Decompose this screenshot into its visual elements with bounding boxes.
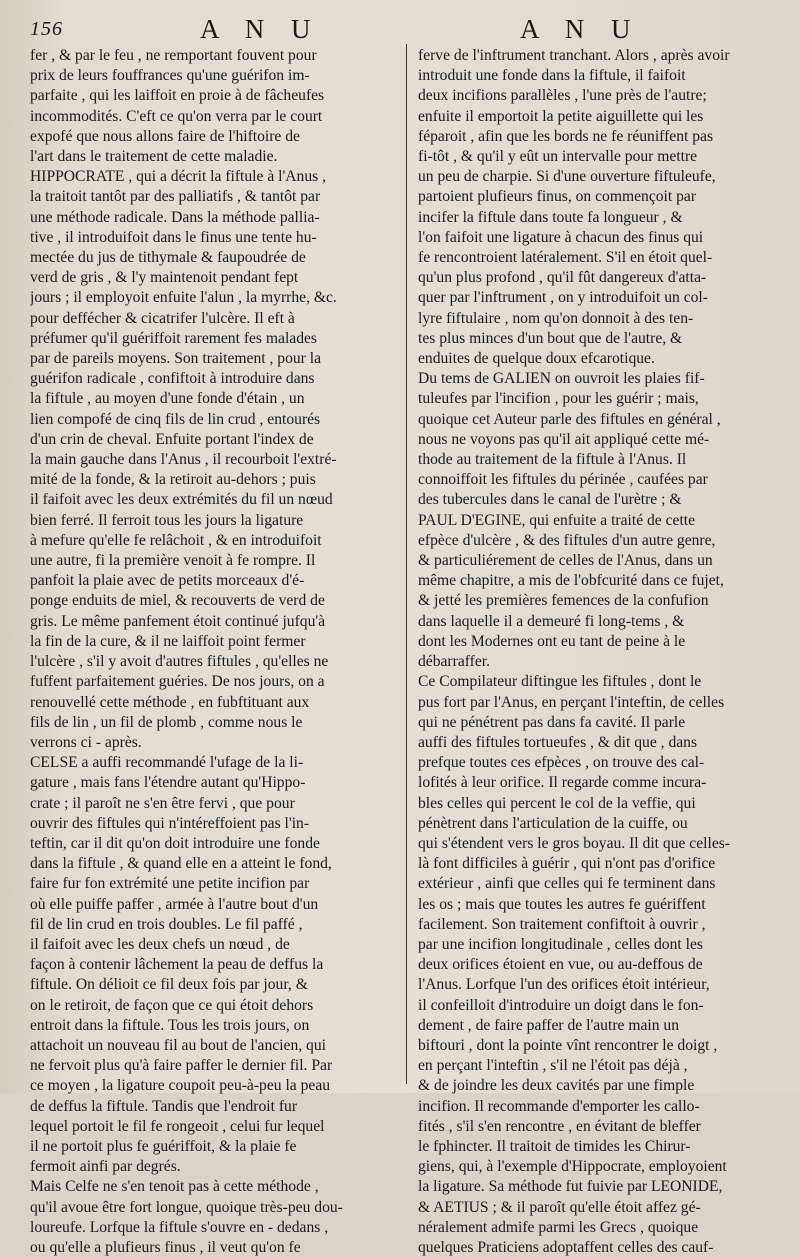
text-line: ouvrir des fiftules qui n'intéreffoient pas l'in- xyxy=(30,814,310,832)
text-line: là font difficiles à guérir , qui n'ont pas d'orifice xyxy=(418,855,716,873)
text-line: la main gauche dans l'Anus , il recourboit l'extré- xyxy=(30,451,337,469)
text-line: quoique cet Auteur parle des fiftules en général , xyxy=(418,410,721,428)
text-line: attachoit un nouveau fil au bout de l'ancien, qui xyxy=(30,1036,326,1054)
text-line: à mefure qu'elle fe relâchoit , & en introduifoit xyxy=(30,531,322,549)
text-line: incommodités. C'eft ce qu'on verra par le court xyxy=(30,107,323,125)
text-line: par de pareils moyens. Son traitement , pour la xyxy=(30,350,322,368)
text-line: ferve de l'inftrument tranchant. Alors , après avoir xyxy=(418,47,730,64)
text-line: pour deffécher & cicatrifer l'ulcère. Il eft à xyxy=(30,309,295,327)
text-line: entroit dans la fiftule. Tous les trois jours, on xyxy=(30,1016,310,1034)
text-line: fils de lin , un fil de plomb , comme nous le xyxy=(30,713,303,731)
text-line: partoient plufieurs finus, on commençoit par xyxy=(418,188,697,206)
text-line: teftin, car il dit qu'on doit introduire une fonde xyxy=(30,834,320,852)
text-line: CELSE a auffi recommandé l'ufage de la li- xyxy=(30,754,304,772)
text-line: quer par l'inftrument , on y introduifoit un col- xyxy=(418,289,708,307)
text-line: débarraffer. xyxy=(418,653,490,671)
text-line: jours ; il employoit enfuite l'alun , la myrrhe, &c. xyxy=(30,289,337,307)
text-line: d'un crin de cheval. Enfuite portant l'index de xyxy=(30,430,314,448)
text-line: pus fort par l'Anus, en perçant l'inteftin, de celles xyxy=(418,693,725,711)
text-line: fuffent parfaitement guéries. De nos jours, on a xyxy=(30,673,325,691)
page-header xyxy=(0,12,800,42)
text-line: Du tems de GALIEN on ouvroit les plaies fif- xyxy=(418,370,705,388)
text-line: verd de gris , & l'y maintenoit pendant fept xyxy=(30,269,299,287)
text-line: en perçant l'inteftin , s'il ne l'étoit pas déjà , xyxy=(418,1057,688,1075)
text-line: même chapitre, a mis de l'obfcurité dans ce fujet, xyxy=(418,572,724,590)
text-line: façon à contenir lâchement la peau de deffus la xyxy=(30,956,324,974)
text-line: où elle puiffe paffer , armée à l'autre bout d'un xyxy=(30,895,319,913)
text-line: giens, qui, à l'exemple d'Hippocrate, employoient xyxy=(418,1158,727,1176)
text-line: une autre, fi la première venoit à fe rompre. Il xyxy=(30,552,316,570)
text-line: de deffus la fiftule. Tandis que l'endroit fur xyxy=(30,1097,298,1115)
text-line: PAUL D'EGINE, qui enfuite a traité de cette xyxy=(418,511,696,529)
text-line: parfaite , qui les laiffoit en proie à de fâcheufes xyxy=(30,87,325,105)
left-column xyxy=(30,46,402,1258)
text-line: connoiffoit les fiftules du périnée , caufées par xyxy=(418,471,708,489)
text-line: tes plus minces d'un bout que de l'autre, & xyxy=(418,329,683,347)
text-line: dans laquelle il a demeuré fi long-tems , & xyxy=(418,612,685,630)
text-line: expofé que nous allons faire de l'hiftoire de xyxy=(30,127,300,145)
text-line: fe rencontroient latéralement. S'il en étoit quel- xyxy=(418,249,713,267)
text-line: tive , il introduifoit dans le finus une tente hu- xyxy=(30,228,317,246)
text-line: les os ; mais que toutes les autres fe guériffent xyxy=(418,895,706,913)
text-line: préfumer qu'il guériffoit rarement fes malades xyxy=(30,329,317,347)
text-line: & AETIUS ; & il paroît qu'elle étoit affez gé- xyxy=(418,1198,701,1216)
text-line: lequel portoit le fil fe rongeoit , celui fur lequel xyxy=(30,1117,325,1135)
text-line: fermoit ainfi par degrés. xyxy=(30,1158,181,1176)
text-line: efpèce d'ulcère , & des fiftules d'un autre genre, xyxy=(418,531,716,549)
text-line: incifion. Il recommande d'emporter les callo- xyxy=(418,1097,700,1115)
text-line: mectée du jus de tithymale & faupoudrée de xyxy=(30,249,306,267)
text-line: thode au traitement de la fiftule à l'Anus. Il xyxy=(418,451,687,469)
column-divider xyxy=(406,44,407,1084)
text-line: pénètrent dans l'articulation de la cuiffe, ou xyxy=(418,814,688,832)
text-line: & de joindre les deux cavités par une fimple xyxy=(418,1077,695,1095)
text-line: la traitoit tantôt par des palliatifs , & tantôt par xyxy=(30,188,321,206)
text-line: HIPPOCRATE , qui a décrit la fiftule à l'Anus , xyxy=(30,168,327,186)
text-line: renouvellé cette méthode , en fubftituant aux xyxy=(30,693,310,711)
page-number: 156 xyxy=(30,18,63,40)
text-line: introduit une fonde dans la fiftule, il faifoit xyxy=(418,67,686,85)
text-line: guérifon radicale , confiftoit à introduire dans xyxy=(30,370,315,388)
text-line: biftouri , dont la pointe vînt rencontrer le doigt , xyxy=(418,1036,718,1054)
text-line: fer , & par le feu , ne remportant fouvent pour xyxy=(30,47,317,64)
text-line: une méthode radicale. Dans la méthode pallia- xyxy=(30,208,320,226)
text-line: des tubercules dans le canal de l'urètre ; & xyxy=(418,491,682,509)
text-line: bles celles qui percent le col de la veffie, qui xyxy=(418,794,696,812)
text-line: faire fur fon extrémité une petite incifion par xyxy=(30,875,310,893)
text-line: ce moyen , la ligature coupoit peu-à-peu la peau xyxy=(30,1077,331,1095)
text-line: Ce Compilateur diftingue les fiftules , dont le xyxy=(418,673,702,691)
text-line: auffi des fiftules tortueufes , & dit que , dans xyxy=(418,733,698,751)
text-line: qu'il avoue être fort longue, quoique très-peu dou- xyxy=(30,1198,343,1216)
text-line: incifer la fiftule dans toute fa longueur , & xyxy=(418,208,683,226)
text-line: qui ne pénétrent pas dans fa cavité. Il parle xyxy=(418,713,686,731)
text-line: panfoit la plaie avec de petits morceaux d'é- xyxy=(30,572,305,590)
text-line: enduites de quelque doux efcarotique. xyxy=(418,350,655,368)
text-line: la fiftule , au moyen d'une fonde d'étain , un xyxy=(30,390,305,408)
text-line: dont les Modernes ont eu tant de peine à le xyxy=(418,632,686,650)
text-line: bien ferré. Il ferroit tous les jours la ligature xyxy=(30,511,304,529)
text-line: dans la fiftule , & quand elle en a atteint le fond, xyxy=(30,855,332,873)
text-line: il ne portoit plus fe guériffoit, & la plaie fe xyxy=(30,1137,297,1155)
text-line: lien compofé de cinq fils de lin crud , entourés xyxy=(30,410,321,428)
text-line: nous ne voyons pas qu'il ait appliqué cette mé- xyxy=(418,430,710,448)
text-line: lyre fiftulaire , nom qu'on donnoit à des ten- xyxy=(418,309,694,327)
text-line: verrons ci - après. xyxy=(30,733,142,751)
text-line: il faifoit avec les deux extrémités du fil un nœud xyxy=(30,491,333,509)
text-line: Mais Celfe ne s'en tenoit pas à cette méthode , xyxy=(30,1178,319,1196)
text-line: on le retiroit, de façon que ce qui étoit dehors xyxy=(30,996,314,1014)
text-line: extérieur , ainfi que celles qui fe terminent dans xyxy=(418,875,716,893)
text-line: dement , de faire paffer de l'autre main un xyxy=(418,1016,679,1034)
text-line: prix de leurs fouffrances qu'une guérifon im- xyxy=(30,67,310,85)
text-line: crate ; il paroît ne s'en être fervi , que pour xyxy=(30,794,295,812)
text-line: enfuite il emportoit la petite aiguillette qui les xyxy=(418,107,704,125)
text-line: ne fervoit plus qu'à faire paffer le dernier fil. Par xyxy=(30,1057,333,1075)
text-line: par une incifion longitudinale , celles dont les xyxy=(418,935,703,953)
text-line: l'ulcère , s'il y avoit d'autres fiftules , qu'elles ne xyxy=(30,653,329,671)
right-column xyxy=(418,46,788,1258)
text-line: l'Anus. Lorfque l'un des orifices étoit intérieur, xyxy=(418,976,710,994)
text-line: prefque toutes ces efpèces , on trouve des cal- xyxy=(418,754,705,772)
text-line: il faifoit avec les deux chefs un nœud , de xyxy=(30,935,290,953)
text-line: l'art dans le traitement de cette maladie. xyxy=(30,148,278,166)
text-line: quelques Praticiens adoptaffent celles des cauf- xyxy=(418,1238,714,1256)
text-line: gris. Le même panfement étoit continué jufqu'à xyxy=(30,612,326,630)
running-head-right: A N U xyxy=(520,14,641,44)
text-line: un peu de charpie. Si d'une ouverture fiftuleufe, xyxy=(418,168,716,186)
text-line: fiftule. On délioit ce fil deux fois par jour, & xyxy=(30,976,308,994)
text-line: fités , s'il s'en rencontre , en évitant de bleffer xyxy=(418,1117,701,1135)
text-line: qu'un plus profond , qu'il fût dangereux d'atta- xyxy=(418,269,707,287)
text-line: gature , mais fans l'étendre autant qu'Hippo- xyxy=(30,774,306,792)
text-line: féparoit , afin que les bords ne fe réuniffent pas xyxy=(418,127,714,145)
text-line: deux orifices étoient en vue, ou au-deffous de xyxy=(418,956,703,974)
text-line: fil de lin crud en trois doubles. Le fil paffé , xyxy=(30,915,303,933)
text-line: deux incifions parallèles , l'une près de l'autre; xyxy=(418,87,707,105)
text-line: fi-tôt , & qu'il y eût un intervalle pour mettre xyxy=(418,148,698,166)
text-line: ponge enduits de miel, & recouverts de verd de xyxy=(30,592,325,610)
text-line: facilement. Son traitement confiftoit à ouvrir , xyxy=(418,915,706,933)
text-line: mité de la fonde, & la retiroit au-dehors ; puis xyxy=(30,471,316,489)
text-line: l'on faifoit une ligature à chacun des finus qui xyxy=(418,228,704,246)
text-line: lofités à leur orifice. Il regarde comme incura- xyxy=(418,774,707,792)
text-line: loureufe. Lorfque la fiftule s'ouvre en - dedans , xyxy=(30,1218,329,1236)
text-line: la fin de la cure, & il ne laiffoit point fermer xyxy=(30,632,306,650)
text-line: tuleufes par l'incifion , pour les guérir ; mais, xyxy=(418,390,699,408)
text-line: & particuliérement de celles de l'Anus, dans un xyxy=(418,552,713,570)
text-line: ou qu'elle a plufieurs finus , il veut qu'on fe xyxy=(30,1238,301,1256)
text-line: & jetté les premières femences de la confufion xyxy=(418,592,709,610)
text-line: il confeilloit d'introduire un doigt dans le fon- xyxy=(418,996,704,1014)
running-head-left: A N U xyxy=(200,14,321,44)
text-line: néralement admife parmi les Grecs , quoique xyxy=(418,1218,699,1236)
text-line: la ligature. Sa méthode fut fuivie par LEONIDE, xyxy=(418,1178,723,1196)
text-line: le fphincter. Il traitoit de timides les Chirur- xyxy=(418,1137,691,1155)
text-line: qui s'étendent vers le gros boyau. Il dit que celles- xyxy=(418,834,730,852)
